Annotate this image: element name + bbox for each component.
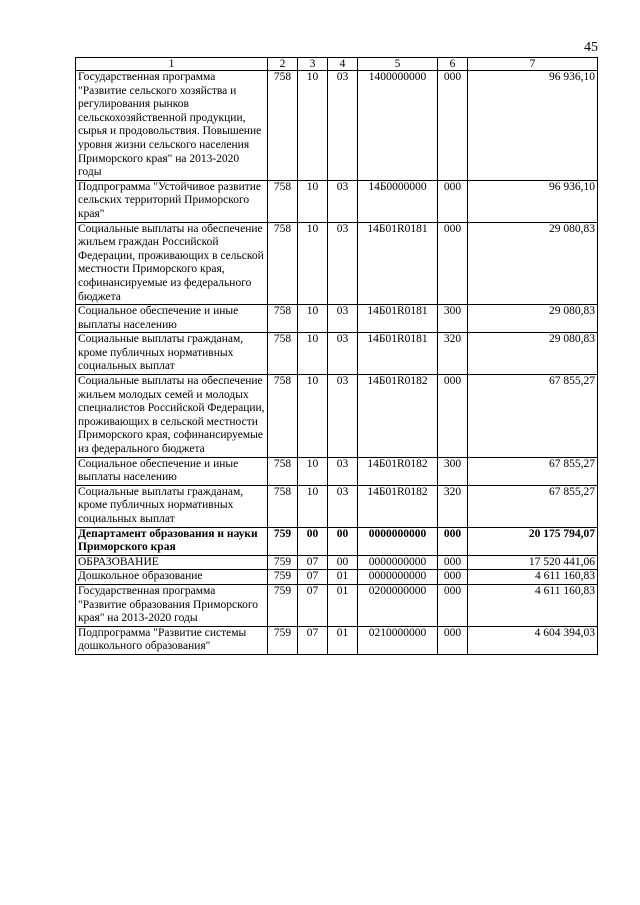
cell-subsection: 03 bbox=[328, 457, 358, 485]
cell-ministry: 758 bbox=[268, 457, 298, 485]
cell-ministry: 758 bbox=[268, 485, 298, 527]
cell-section: 10 bbox=[298, 375, 328, 458]
cell-target-article: 14Б01R0182 bbox=[358, 485, 438, 527]
cell-subsection: 00 bbox=[328, 527, 358, 555]
cell-ministry: 758 bbox=[268, 222, 298, 305]
table-header-row bbox=[76, 58, 598, 71]
table-row bbox=[76, 180, 598, 222]
cell-ministry: 759 bbox=[268, 555, 298, 570]
table-row bbox=[76, 222, 598, 305]
budget-table bbox=[75, 57, 598, 655]
cell-target-article: 0000000000 bbox=[358, 555, 438, 570]
cell-name: Подпрограмма "Развитие системы дошкольного образования" bbox=[76, 626, 268, 654]
cell-section: 07 bbox=[298, 584, 328, 626]
cell-amount: 4 611 160,83 bbox=[468, 584, 598, 626]
table-row bbox=[76, 527, 598, 555]
header-col-5: 5 bbox=[358, 58, 438, 71]
cell-ministry: 759 bbox=[268, 570, 298, 585]
cell-target-article: 0200000000 bbox=[358, 584, 438, 626]
cell-target-article: 14Б0000000 bbox=[358, 180, 438, 222]
cell-subsection: 03 bbox=[328, 222, 358, 305]
cell-amount: 29 080,83 bbox=[468, 305, 598, 333]
cell-name: Подпрограмма "Устойчивое развитие сельских территорий Приморского края" bbox=[76, 180, 268, 222]
cell-expense-type: 000 bbox=[438, 570, 468, 585]
cell-section: 07 bbox=[298, 570, 328, 585]
cell-expense-type: 000 bbox=[438, 222, 468, 305]
cell-target-article: 14Б01R0181 bbox=[358, 222, 438, 305]
table-row bbox=[76, 584, 598, 626]
cell-section: 10 bbox=[298, 305, 328, 333]
table-row bbox=[76, 305, 598, 333]
cell-name: Департамент образования и науки Приморского края bbox=[76, 527, 268, 555]
page-number: 45 bbox=[584, 40, 598, 55]
cell-name: Социальные выплаты гражданам, кроме публичных нормативных социальных выплат bbox=[76, 485, 268, 527]
cell-name: Дошкольное образование bbox=[76, 570, 268, 585]
cell-amount: 67 855,27 bbox=[468, 457, 598, 485]
table-row bbox=[76, 375, 598, 458]
table-row bbox=[76, 485, 598, 527]
cell-subsection: 03 bbox=[328, 375, 358, 458]
cell-target-article: 14Б01R0182 bbox=[358, 375, 438, 458]
cell-name: Социальное обеспечение и иные выплаты населению bbox=[76, 305, 268, 333]
cell-ministry: 759 bbox=[268, 626, 298, 654]
cell-section: 10 bbox=[298, 333, 328, 375]
cell-ministry: 758 bbox=[268, 305, 298, 333]
cell-section: 00 bbox=[298, 527, 328, 555]
cell-expense-type: 000 bbox=[438, 375, 468, 458]
cell-target-article: 14Б01R0182 bbox=[358, 457, 438, 485]
cell-section: 10 bbox=[298, 222, 328, 305]
cell-amount: 4 611 160,83 bbox=[468, 570, 598, 585]
table-row bbox=[76, 333, 598, 375]
cell-amount: 96 936,10 bbox=[468, 71, 598, 181]
cell-name: ОБРАЗОВАНИЕ bbox=[76, 555, 268, 570]
cell-subsection: 03 bbox=[328, 71, 358, 181]
cell-expense-type: 320 bbox=[438, 485, 468, 527]
cell-expense-type: 000 bbox=[438, 527, 468, 555]
cell-amount: 96 936,10 bbox=[468, 180, 598, 222]
cell-ministry: 758 bbox=[268, 180, 298, 222]
cell-expense-type: 300 bbox=[438, 457, 468, 485]
table-row bbox=[76, 626, 598, 654]
cell-section: 10 bbox=[298, 485, 328, 527]
cell-expense-type: 000 bbox=[438, 71, 468, 181]
cell-amount: 29 080,83 bbox=[468, 222, 598, 305]
cell-ministry: 758 bbox=[268, 375, 298, 458]
cell-name: Социальное обеспечение и иные выплаты населению bbox=[76, 457, 268, 485]
header-col-2: 2 bbox=[268, 58, 298, 71]
cell-expense-type: 000 bbox=[438, 555, 468, 570]
cell-amount: 67 855,27 bbox=[468, 375, 598, 458]
cell-section: 10 bbox=[298, 457, 328, 485]
cell-ministry: 759 bbox=[268, 584, 298, 626]
cell-expense-type: 320 bbox=[438, 333, 468, 375]
cell-ministry: 758 bbox=[268, 71, 298, 181]
table-row bbox=[76, 71, 598, 181]
cell-expense-type: 000 bbox=[438, 584, 468, 626]
cell-target-article: 1400000000 bbox=[358, 71, 438, 181]
table-row bbox=[76, 570, 598, 585]
cell-name: Социальные выплаты гражданам, кроме публичных нормативных социальных выплат bbox=[76, 333, 268, 375]
cell-expense-type: 000 bbox=[438, 626, 468, 654]
cell-subsection: 03 bbox=[328, 305, 358, 333]
cell-amount: 17 520 441,06 bbox=[468, 555, 598, 570]
header-col-3: 3 bbox=[298, 58, 328, 71]
header-col-7: 7 bbox=[468, 58, 598, 71]
cell-target-article: 14Б01R0181 bbox=[358, 333, 438, 375]
cell-section: 10 bbox=[298, 180, 328, 222]
cell-name: Социальные выплаты на обеспечение жильем граждан Российской Федерации, проживающих в сельской местности Приморского края, софинансируемые из федерального бюджета bbox=[76, 222, 268, 305]
table-row bbox=[76, 457, 598, 485]
cell-amount: 20 175 794,07 bbox=[468, 527, 598, 555]
cell-subsection: 03 bbox=[328, 180, 358, 222]
cell-subsection: 01 bbox=[328, 570, 358, 585]
header-col-4: 4 bbox=[328, 58, 358, 71]
header-col-1: 1 bbox=[76, 58, 268, 71]
cell-expense-type: 000 bbox=[438, 180, 468, 222]
cell-name: Государственная программа "Развитие сельского хозяйства и регулирования рынков сельскохозяйственной продукции, сырья и продовольствия. Повышение уровня жизни сельского населения Приморского края" на 2013-2020 годы bbox=[76, 71, 268, 181]
cell-subsection: 00 bbox=[328, 555, 358, 570]
cell-ministry: 758 bbox=[268, 333, 298, 375]
cell-target-article: 14Б01R0181 bbox=[358, 305, 438, 333]
cell-target-article: 0000000000 bbox=[358, 527, 438, 555]
table-row bbox=[76, 555, 598, 570]
cell-subsection: 03 bbox=[328, 333, 358, 375]
cell-amount: 4 604 394,03 bbox=[468, 626, 598, 654]
cell-subsection: 01 bbox=[328, 626, 358, 654]
cell-section: 07 bbox=[298, 555, 328, 570]
cell-section: 07 bbox=[298, 626, 328, 654]
header-col-6: 6 bbox=[438, 58, 468, 71]
cell-expense-type: 300 bbox=[438, 305, 468, 333]
cell-target-article: 0210000000 bbox=[358, 626, 438, 654]
cell-subsection: 03 bbox=[328, 485, 358, 527]
cell-target-article: 0000000000 bbox=[358, 570, 438, 585]
cell-subsection: 01 bbox=[328, 584, 358, 626]
cell-amount: 29 080,83 bbox=[468, 333, 598, 375]
cell-ministry: 759 bbox=[268, 527, 298, 555]
cell-amount: 67 855,27 bbox=[468, 485, 598, 527]
cell-name: Государственная программа "Развитие образования Приморского края" на 2013-2020 годы bbox=[76, 584, 268, 626]
cell-section: 10 bbox=[298, 71, 328, 181]
cell-name: Социальные выплаты на обеспечение жильем молодых семей и молодых специалистов Российской Федерации, проживающих в сельской местности Приморского края, софинансируемые из федерального бюджета bbox=[76, 375, 268, 458]
